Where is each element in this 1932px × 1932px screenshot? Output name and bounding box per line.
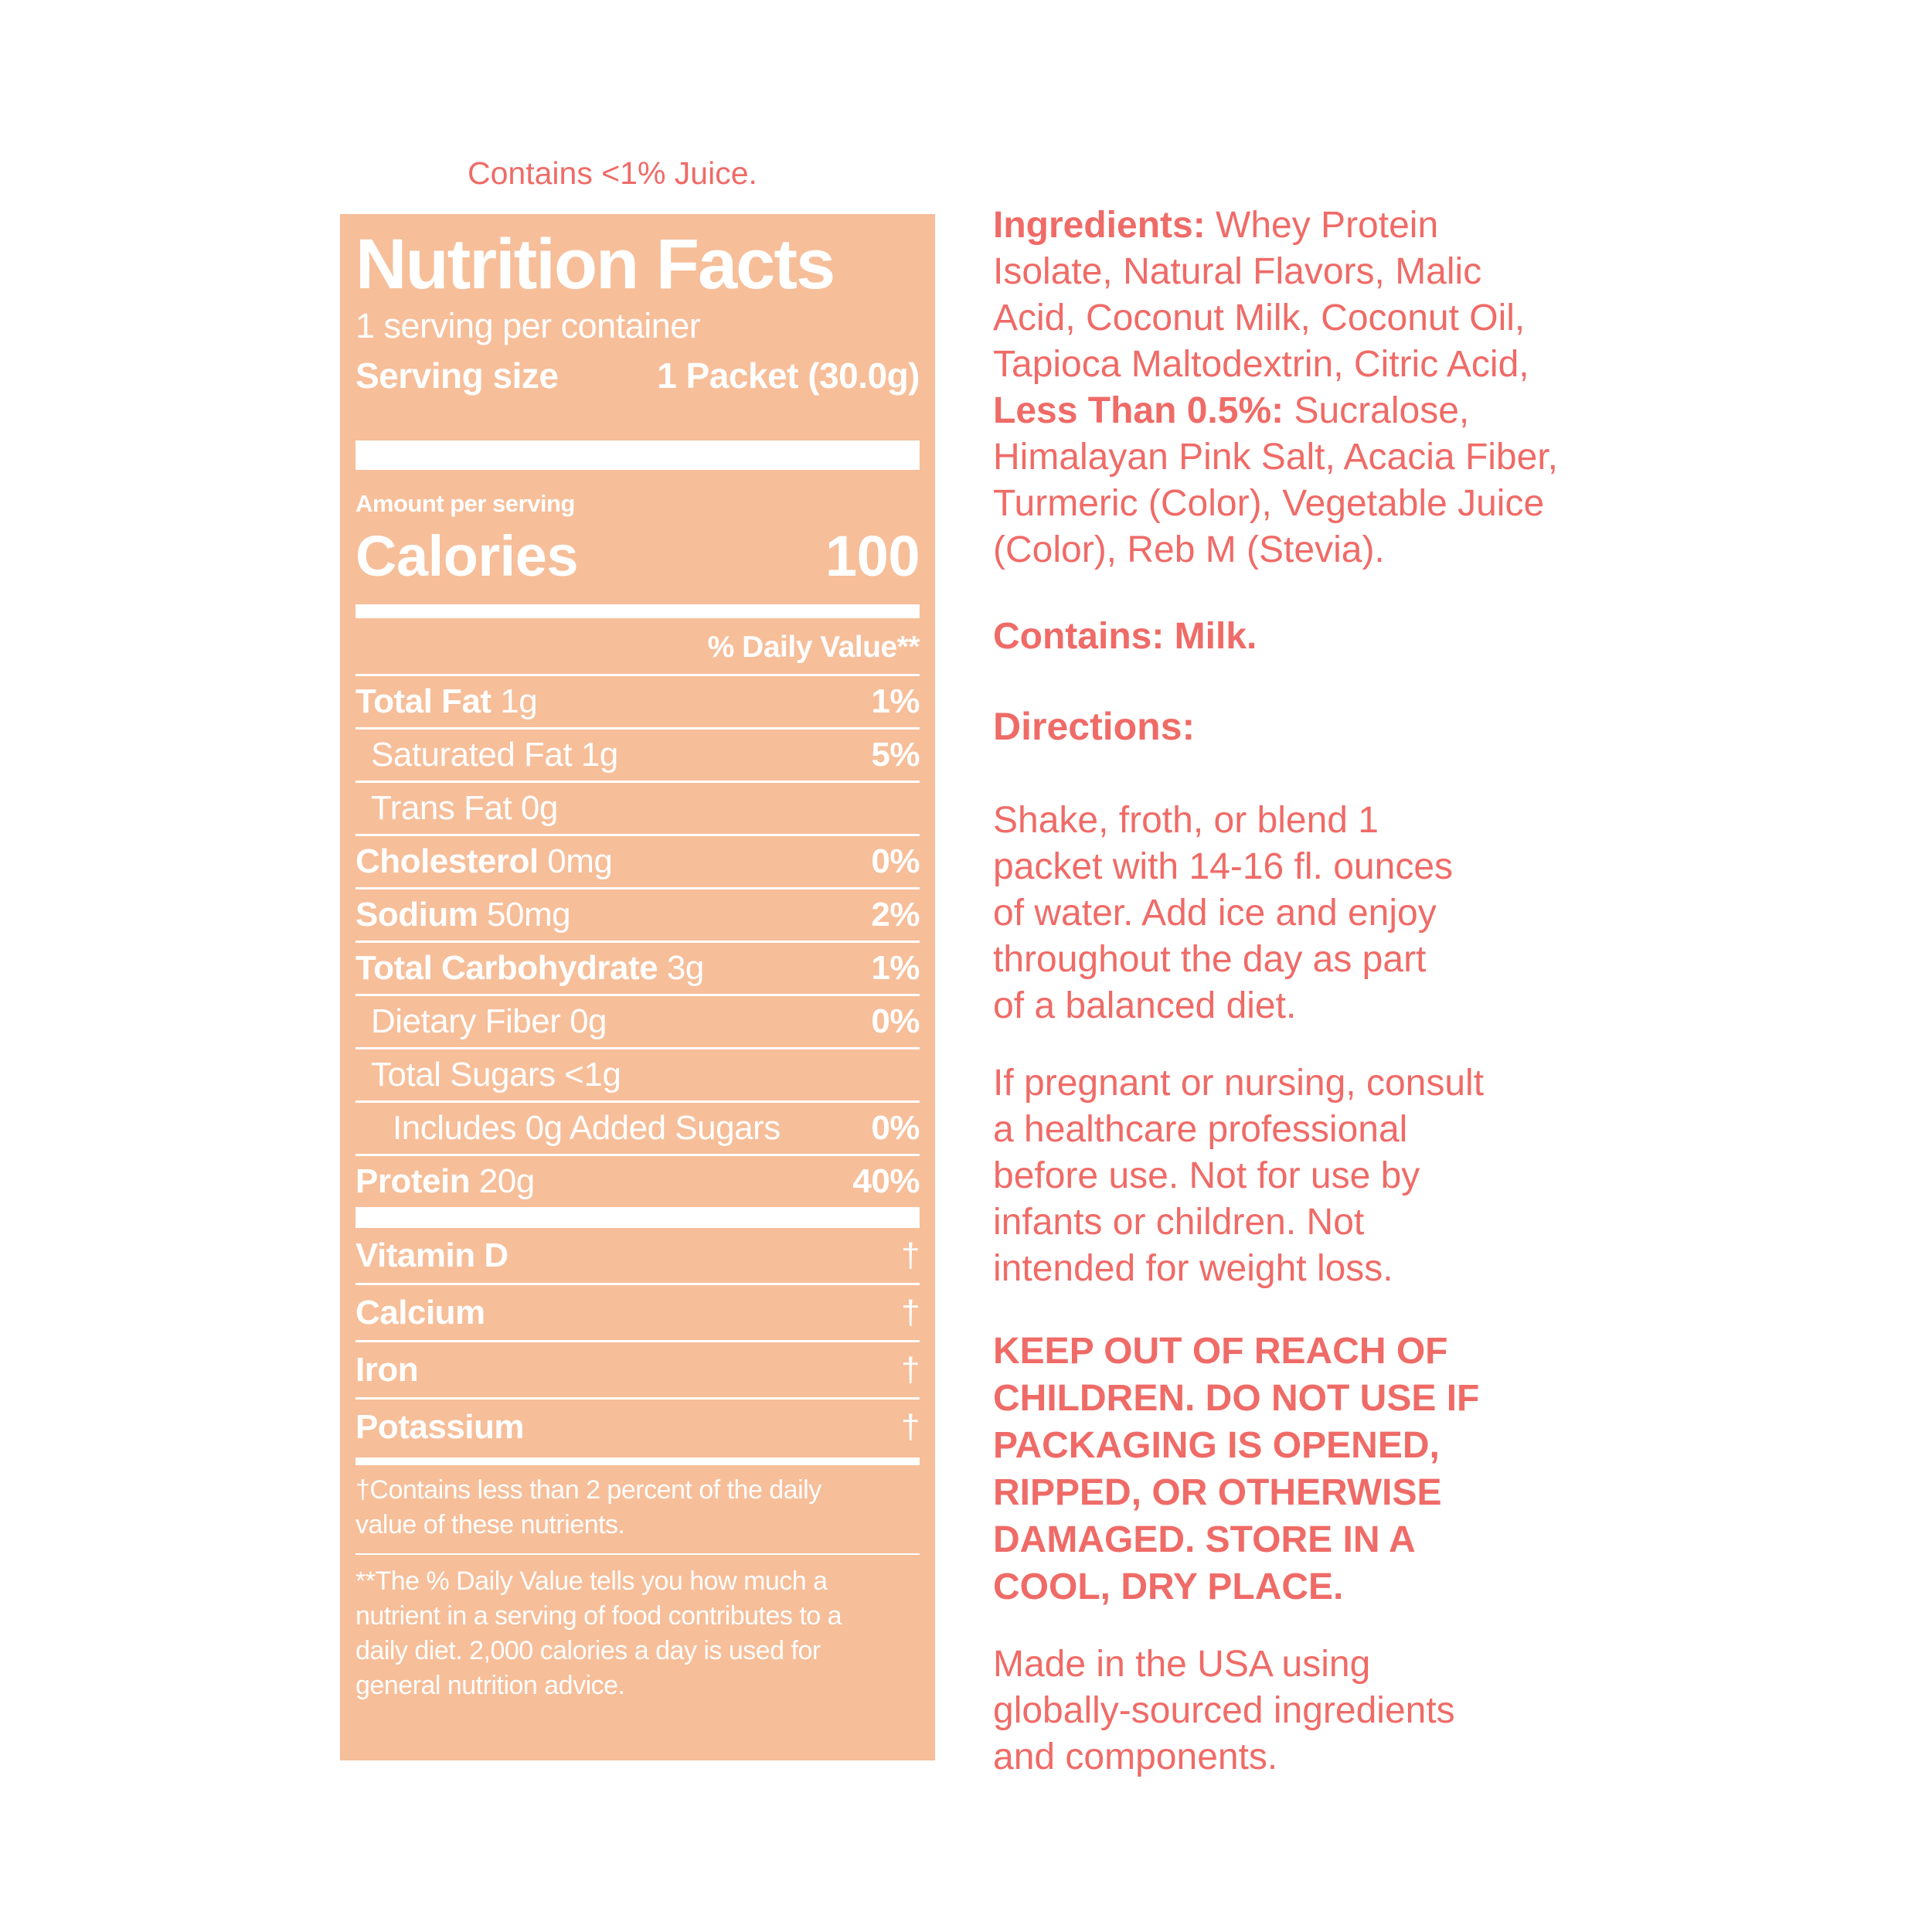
dagger-symbol: † xyxy=(901,1350,920,1389)
calories-label: Calories xyxy=(355,524,579,588)
juice-content-note: Contains <1% Juice. xyxy=(468,155,757,191)
nutrient-row: Cholesterol 0mg 0% xyxy=(355,836,920,889)
servings-per-container: 1 serving per container xyxy=(355,306,701,345)
nutrient-row: Saturated Fat 1g 5% xyxy=(355,730,920,783)
directions-heading: Directions: xyxy=(993,705,1196,748)
amount-per-serving-label: Amount per serving xyxy=(355,490,575,517)
warning-paragraph: KEEP OUT OF REACH OF CHILDREN. DO NOT USE IF PACKAGING IS OPENED, RIPPED, OR OTHERWISE DAMAGED. STORE IN A COOL, DRY PLACE. xyxy=(993,1331,1480,1607)
nutrient-row: Dietary Fiber 0g 0% xyxy=(355,996,920,1049)
micronutrient-row: Iron † xyxy=(355,1342,920,1400)
contains-statement: Contains: Milk. xyxy=(993,616,1257,657)
nutrient-row: Total Fat 1g 1% xyxy=(355,676,920,730)
daily-value-footnote: **The % Daily Value tells you how much a nutrient in a serving of food contributes to a daily diet. 2,000 calories a day is used for general nutrition advice. xyxy=(355,1566,842,1700)
directions-paragraph-1: Shake, froth, or blend 1 packet with 14-16 fl. ounces of water. Add ice and enjoy throughout the day as part of a balanced diet. xyxy=(993,800,1454,1026)
micronutrient-rows xyxy=(355,1228,920,1454)
divider-bar-thick-2 xyxy=(355,1207,920,1228)
nutrient-row: Sodium 50mg 2% xyxy=(355,889,920,943)
calories-row xyxy=(355,521,920,592)
nutrient-row: Total Carbohydrate 3g 1% xyxy=(355,943,920,996)
serving-size-label: Serving size xyxy=(355,355,559,396)
daily-value-header: % Daily Value** xyxy=(355,629,920,676)
serving-size-row xyxy=(355,355,920,396)
divider-bar-small xyxy=(355,1458,920,1465)
nutrient-row: Trans Fat 0g xyxy=(355,783,920,836)
serving-size-value: 1 Packet (30.0g) xyxy=(657,355,920,396)
micronutrient-row: Vitamin D † xyxy=(355,1228,920,1285)
nutrient-row: Protein 20g 40% xyxy=(355,1162,920,1200)
calories-value: 100 xyxy=(825,524,920,588)
micronutrient-row: Potassium † xyxy=(355,1407,920,1446)
made-in-paragraph: Made in the USA using globally-sourced ingredients and components. xyxy=(993,1644,1455,1777)
nutrient-rows xyxy=(355,676,920,1207)
dagger-symbol: † xyxy=(901,1236,920,1274)
nutrition-facts-panel xyxy=(340,214,935,1760)
right-column xyxy=(993,202,1704,1781)
dagger-footnote: †Contains less than 2 percent of the daily value of these nutrients. xyxy=(355,1473,920,1555)
dagger-symbol: † xyxy=(901,1407,920,1446)
dagger-symbol: † xyxy=(901,1293,920,1332)
ingredients-paragraph: Ingredients: Whey Protein Isolate, Natural Flavors, Malic Acid, Coconut Milk, Coconut Oil, Tapioca Maltodextrin, Citric Acid, Less Than 0.5%: Sucralose, Himalayan Pink Salt, Acacia Fiber, Turmeric (Color), Vegetable Juice (Color), Reb M (Stevia). xyxy=(993,205,1558,570)
divider-bar-medium xyxy=(355,604,920,618)
nutrient-row: Includes 0g Added Sugars 0% xyxy=(355,1103,920,1156)
directions-paragraph-2: If pregnant or nursing, consult a healthcare professional before use. Not for use by infants or children. Not intended for weight loss. xyxy=(993,1063,1485,1289)
micronutrient-row: Calcium † xyxy=(355,1285,920,1342)
panel-title: Nutrition Facts xyxy=(355,225,835,304)
divider-bar-thick xyxy=(355,440,920,470)
nutrient-row: Total Sugars <1g xyxy=(355,1049,920,1103)
